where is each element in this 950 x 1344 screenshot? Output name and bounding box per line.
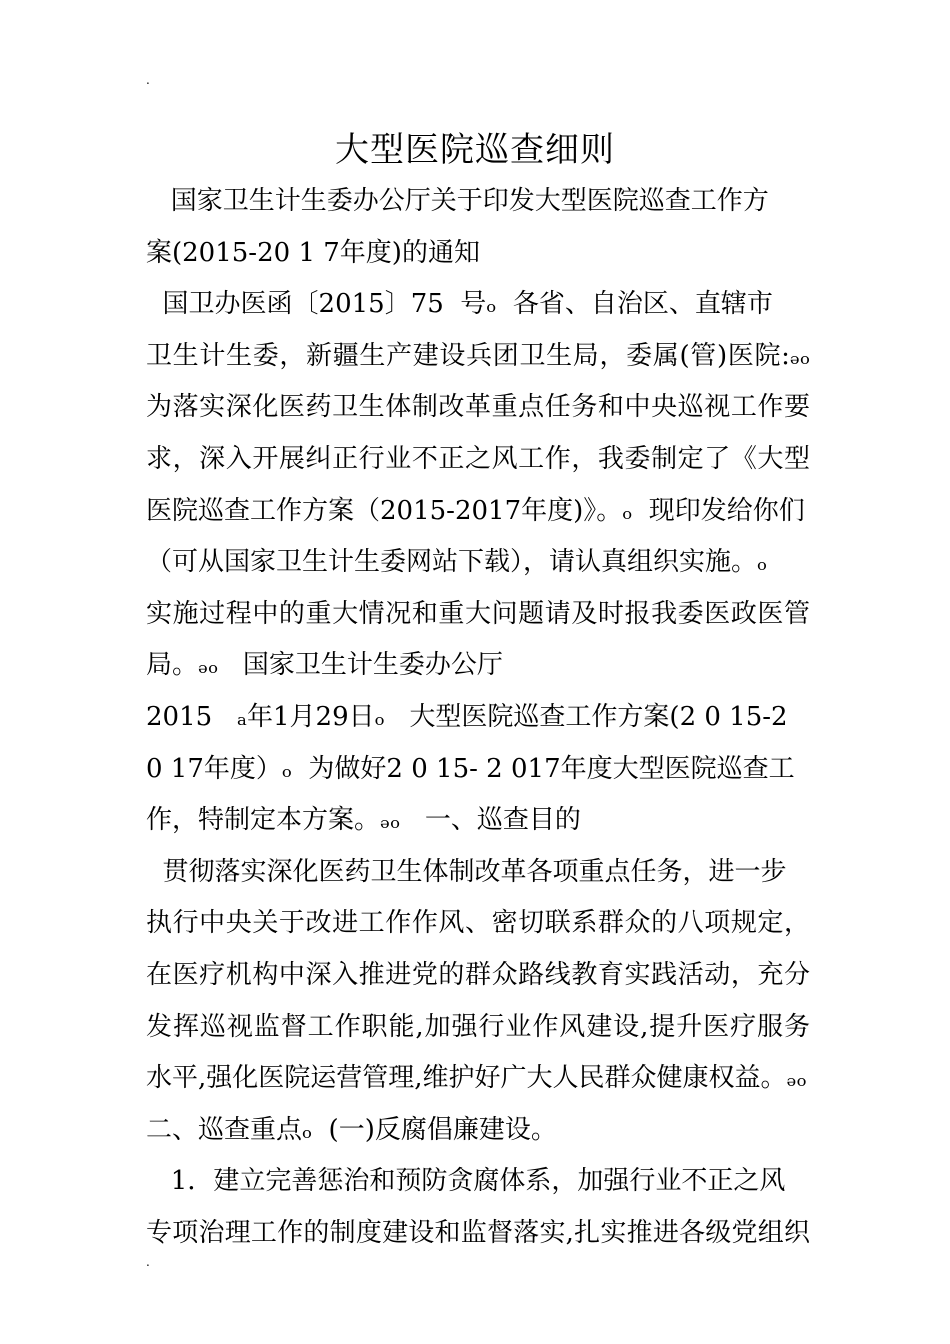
document-body	[146, 182, 810, 1265]
body-line: 案(2015-20 1 7年度)的通知	[146, 237, 480, 268]
body-line: 执行中央关于改进工作作风、密切联系群众的八项规定，	[146, 908, 810, 939]
body-line: 贯彻落实深化医药卫生体制改革各项重点任务，进一步	[146, 856, 787, 887]
document-title: 大型医院巡查细则	[335, 130, 615, 170]
body-line: 发挥巡视监督工作职能,加强行业作风建设,提升医疗服务	[146, 1011, 810, 1042]
body-line: （可从国家卫生计生委网站下载），请认真组织实施。ₒ	[146, 547, 768, 578]
body-line: 水平,强化医院运营管理,维护好广大人民群众健康权益。ₔₒ	[146, 1063, 807, 1094]
body-line: 求，深入开展纠正行业不正之风工作，我委制定了《大型	[146, 443, 810, 474]
body-line: 专项治理工作的制度建设和监督落实,扎实推进各级党组织	[146, 1217, 810, 1248]
body-line: 实施过程中的重大情况和重大问题请及时报我委医政医管	[146, 598, 810, 629]
page-corner-mark-top: .	[146, 73, 150, 87]
body-line: 1．建立完善惩治和预防贪腐体系，加强行业不正之风	[146, 1166, 786, 1197]
body-line: 国卫办医函〔2015〕75 号ₒ 各省、自治区、直辖市	[146, 289, 773, 320]
body-line: 作，特制定本方案。ₔₒ 一、巡查目的	[146, 805, 581, 836]
body-line: 在医疗机构中深入推进党的群众路线教育实践活动，充分	[146, 959, 810, 990]
body-line: 二、巡查重点ₒ (一)反腐倡廉建设。	[146, 1114, 557, 1145]
page-corner-mark-bottom: .	[146, 1255, 150, 1269]
body-line: 医院巡查工作方案（2015-2017年度)》。ₒ 现印发给你们	[146, 495, 805, 526]
body-line: 为落实深化医药卫生体制改革重点任务和中央巡视工作要	[146, 392, 810, 423]
body-line: 局。ₔₒ 国家卫生计生委办公厅	[146, 650, 503, 681]
body-line: 国家卫生计生委办公厅关于印发大型医院巡查工作方	[146, 186, 769, 216]
body-line: 0 17年度）ₒ 为做好2 0 15- 2 017年度大型医院巡查工	[146, 753, 795, 784]
body-line: 卫生计生委，新疆生产建设兵团卫生局，委属(管)医院:ₔₒ	[146, 340, 810, 371]
body-line: 2015 ₐ年1月29日ₒ 大型医院巡查工作方案(2 0 15-2	[146, 701, 788, 732]
